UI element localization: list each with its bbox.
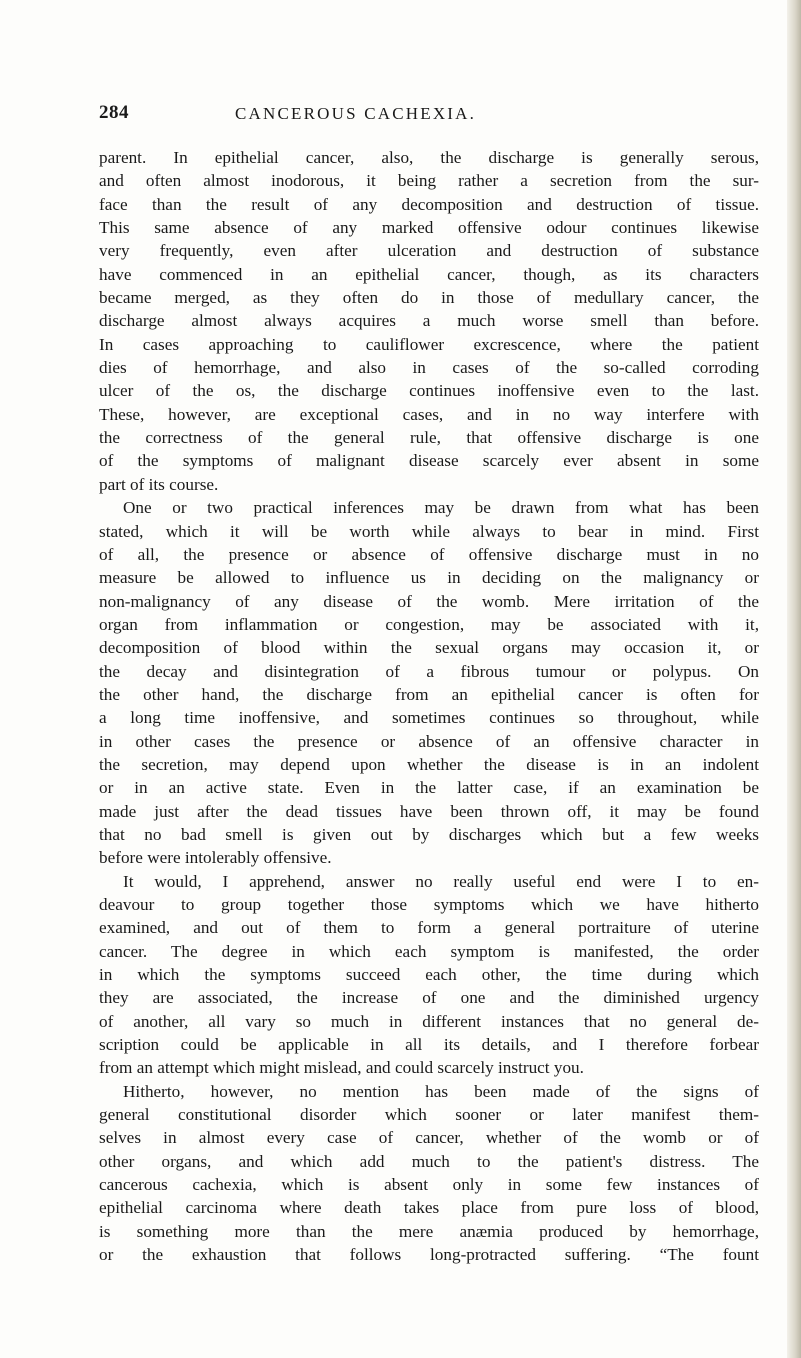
- text-line: part of its course.: [99, 474, 219, 494]
- text-line: from an attempt which might mislead, and could scarcely instruct you.: [99, 1058, 584, 1078]
- text-line: examined, and out of them to form a general portraiture of uterine: [99, 918, 759, 938]
- text-line: general constitutional disorder which sooner or later manifest them-: [99, 1105, 759, 1125]
- text-line: ulcer of the os, the discharge continues inoffensive even to the last.: [99, 381, 759, 401]
- text-line: cancer. The degree in which each symptom is manifested, the order: [99, 941, 759, 961]
- text-line: discharge almost always acquires a much worse smell than before.: [99, 311, 759, 331]
- text-line: the decay and disintegration of a fibrous tumour or polypus. On: [99, 661, 759, 681]
- text-line: and often almost inodorous, it being rather a secretion from the sur-: [99, 171, 759, 191]
- text-line: This same absence of any marked offensive odour continues likewise: [99, 218, 759, 238]
- page-number: 284: [99, 102, 129, 123]
- text-line: deavour to group together those symptoms which we have hitherto: [99, 895, 759, 914]
- text-line: other organs, and which add much to the patient's distress. The: [99, 1151, 759, 1171]
- text-line: in other cases the presence or absence of an offensive character in: [99, 731, 759, 751]
- text-line: became merged, as they often do in those of medullary cancer, the: [99, 288, 759, 308]
- text-line: the secretion, may depend upon whether the disease is in an indolent: [99, 754, 759, 774]
- text-line: a long time inoffensive, and sometimes continues so throughout, while: [99, 708, 759, 728]
- text-line: the other hand, the discharge from an epithelial cancer is often for: [99, 684, 759, 704]
- text-line: These, however, are exceptional cases, and in no way interfere with: [99, 404, 759, 424]
- text-line: face than the result of any decomposition and destruction of tissue.: [99, 194, 759, 214]
- text-line: very frequently, even after ulceration and destruction of substance: [99, 241, 759, 261]
- text-line: In cases approaching to cauliflower excrescence, where the patient: [99, 334, 759, 354]
- text-line: non-malignancy of any disease of the womb. Mere irritation of the: [99, 591, 759, 611]
- text-line: before were intolerably offensive.: [99, 848, 332, 868]
- text-line: of the symptoms of malignant disease scarcely ever absent in some: [99, 451, 759, 471]
- page-header: [99, 102, 699, 128]
- text-line: they are associated, the increase of one and the diminished urgency: [99, 988, 759, 1008]
- text-line: or in an active state. Even in the latter case, if an examination be: [99, 778, 759, 798]
- text-line: organ from inflammation or congestion, may be associated with it,: [99, 614, 759, 634]
- text-line: made just after the dead tissues have been thrown off, it may be found: [99, 801, 759, 821]
- text-line: or the exhaustion that follows long-protracted suffering. “The fount: [99, 1245, 759, 1265]
- text-line: have commenced in an epithelial cancer, though, as its characters: [99, 264, 759, 284]
- text-line: cancerous cachexia, which is absent only in some few instances of: [99, 1175, 759, 1195]
- text-line: epithelial carcinoma where death takes place from pure loss of blood,: [99, 1198, 759, 1218]
- text-line: measure be allowed to influence us in deciding on the malignancy or: [99, 568, 759, 588]
- text-line: parent. In epithelial cancer, also, the discharge is generally serous,: [99, 148, 759, 167]
- text-line: selves in almost every case of cancer, whether of the womb or of: [99, 1128, 759, 1148]
- text-line: decomposition of blood within the sexual organs may occasion it, or: [99, 638, 759, 658]
- page-edge-shadow: [787, 0, 801, 1358]
- text-line: is something more than the mere anæmia produced by hemorrhage,: [99, 1221, 759, 1241]
- text-line: It would, I apprehend, answer no really useful end were I to en-: [123, 871, 759, 891]
- text-line: of all, the presence or absence of offensive discharge must in no: [99, 544, 759, 564]
- text-line: Hitherto, however, no mention has been made of the signs of: [123, 1081, 759, 1101]
- text-line: scription could be applicable in all its details, and I therefore forbear: [99, 1035, 759, 1055]
- text-line: in which the symptoms succeed each other, the time during which: [99, 965, 759, 985]
- text-line: stated, which it will be worth while always to bear in mind. First: [99, 521, 759, 541]
- text-line: the correctness of the general rule, that offensive discharge is one: [99, 428, 759, 448]
- running-head: CANCEROUS CACHEXIA.: [235, 104, 477, 123]
- text-line: of another, all vary so much in different instances that no general de-: [99, 1011, 759, 1031]
- text-line: that no bad smell is given out by discharges which but a few weeks: [99, 824, 759, 844]
- body-text: [99, 146, 759, 1267]
- text-line: dies of hemorrhage, and also in cases of the so-called corroding: [99, 358, 759, 378]
- text-line: One or two practical inferences may be drawn from what has been: [123, 498, 759, 518]
